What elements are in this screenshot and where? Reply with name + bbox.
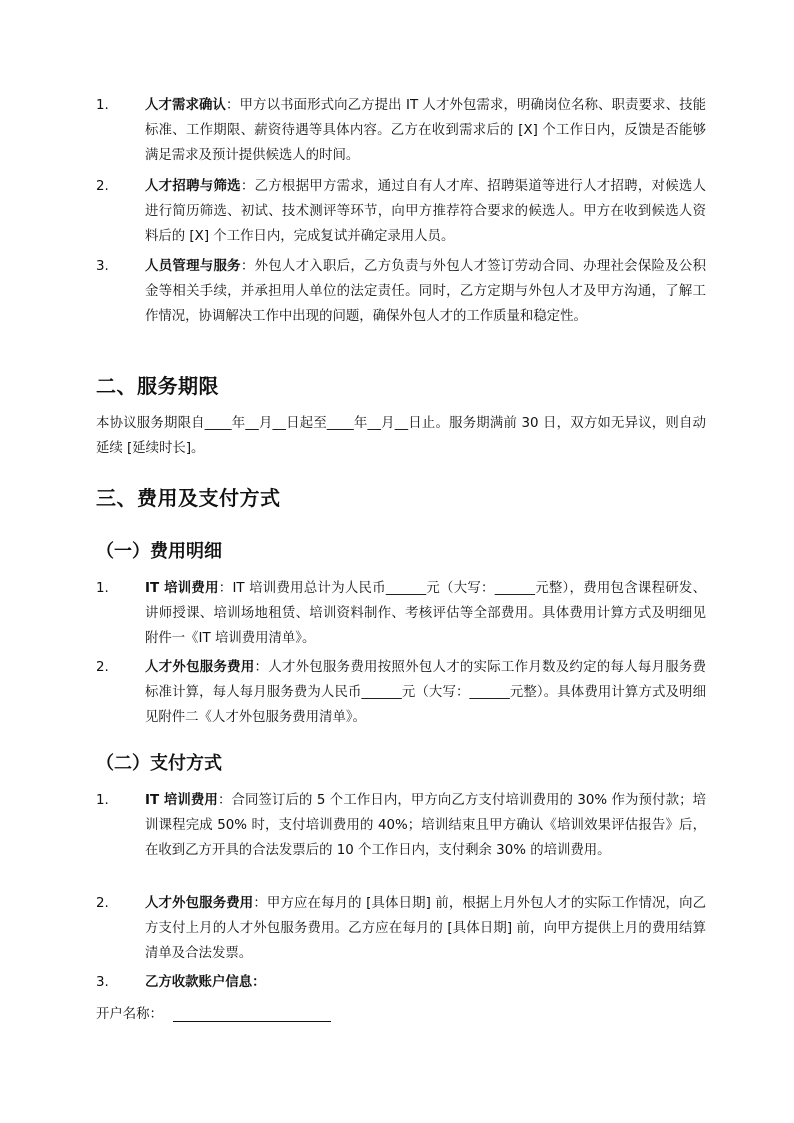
list-item-body xyxy=(145,254,706,329)
list-item-text: ：乙方根据甲方需求，通过自有人才库、招聘渠道等进行人才招聘，对候选人进行简历筛选、初试、技术测评等环节，向甲方推荐符合要求的候选人。甲方在收到候选人资料后的 [X] 个工作日内，完成复试并确定录用人员。 xyxy=(145,179,707,244)
list-number: 2. xyxy=(96,179,109,194)
list-item-text: ：甲方应在每月的 [具体日期] 前，根据上月外包人才的实际工作情况，向乙方支付上月的人才外包服务费用。乙方应在每月的 [具体日期] 前，向甲方提供上月的费用结算清单及合法发票。 xyxy=(145,896,707,961)
list-item-lead: 人才外包服务费用 xyxy=(145,896,254,911)
subsection-heading: （一）费用明细 xyxy=(96,541,222,562)
list-item xyxy=(96,576,706,651)
list-number: 3. xyxy=(96,259,109,274)
list-item-text: ：IT 培训费用总计为人民币______元（大写：______元整），费用包含课程研发、讲师授课、培训场地租赁、培训资料制作、考核评估等全部费用。具体费用计算方式及明细见附件一《IT 培训费用清单》。 xyxy=(145,581,707,646)
list-item-lead: 人才外包服务费用 xyxy=(145,660,255,675)
list-item xyxy=(96,93,706,168)
list-item xyxy=(96,174,706,249)
list-item xyxy=(96,788,706,863)
list-item-body xyxy=(145,970,706,995)
list-item-body xyxy=(145,174,706,249)
list-item-text: ：人才外包服务费用按照外包人才的实际工作月数及约定的每人每月服务费标准计算，每人每月服务费为人民币______元（大写：______元整）。具体费用计算方式及明细见附件二《人才外包服务费用清单》。 xyxy=(145,660,707,725)
list-item xyxy=(96,655,706,730)
account-name-field xyxy=(96,1002,331,1027)
account-name-label: 开户名称： xyxy=(96,1007,163,1022)
list-item-lead: IT 培训费用 xyxy=(145,581,219,596)
list-number: 2. xyxy=(96,660,109,675)
section-heading: 三、费用及支付方式 xyxy=(96,486,281,510)
section-heading: 二、服务期限 xyxy=(96,374,219,398)
list-item-body xyxy=(145,788,706,863)
list-item-text: ：合同签订后的 5 个工作日内，甲方向乙方支付培训费用的 30% 作为预付款；培训课程完成 50% 时，支付培训费用的 40%；培训结束且甲方确认《培训效果评估报告》后，在收到乙方开具的合法发票后的 10 个工作日内，支付剩余 30% 的培训费用。 xyxy=(145,793,706,858)
list-item-text: ： xyxy=(252,975,266,990)
list-item-lead: IT 培训费用 xyxy=(145,793,218,808)
subsection-heading: （二）支付方式 xyxy=(96,753,222,774)
list-item-text: ：外包人才入职后，乙方负责与外包人才签订劳动合同、办理社会保险及公积金等相关手续，并承担用人单位的法定责任。同时，乙方定期与外包人才及甲方沟通，了解工作情况，协调解决工作中出现的问题，确保外包人才的工作质量和稳定性。 xyxy=(145,259,707,324)
account-name-blank[interactable] xyxy=(173,1005,331,1022)
list-number: 3. xyxy=(96,975,109,990)
list-item-lead: 乙方收款账户信息 xyxy=(145,975,253,990)
list-item-lead: 人员管理与服务 xyxy=(145,259,241,274)
list-item-lead: 人才招聘与筛选 xyxy=(145,179,241,194)
list-item-body xyxy=(145,93,706,168)
list-item-body xyxy=(145,655,706,730)
list-number: 1. xyxy=(96,98,109,113)
list-number: 1. xyxy=(96,581,109,596)
list-item xyxy=(96,891,706,966)
list-item-body xyxy=(145,891,706,966)
list-item xyxy=(96,970,706,995)
list-item xyxy=(96,254,706,329)
list-number: 2. xyxy=(96,896,109,911)
list-item-text: ：甲方以书面形式向乙方提出 IT 人才外包需求，明确岗位名称、职责要求、技能标准、工作期限、薪资待遇等具体内容。乙方在收到需求后的 [X] 个工作日内，反馈是否能够满足需求及预计提供候选人的时间。 xyxy=(145,98,707,163)
list-item-body xyxy=(145,576,706,651)
list-number: 1. xyxy=(96,793,109,808)
list-item-lead: 人才需求确认 xyxy=(145,98,227,113)
paragraph: 本协议服务期限自____年__月__日起至____年__月__日止。服务期满前 30 日，双方如无异议，则自动延续 [延续时长]。 xyxy=(96,416,706,456)
